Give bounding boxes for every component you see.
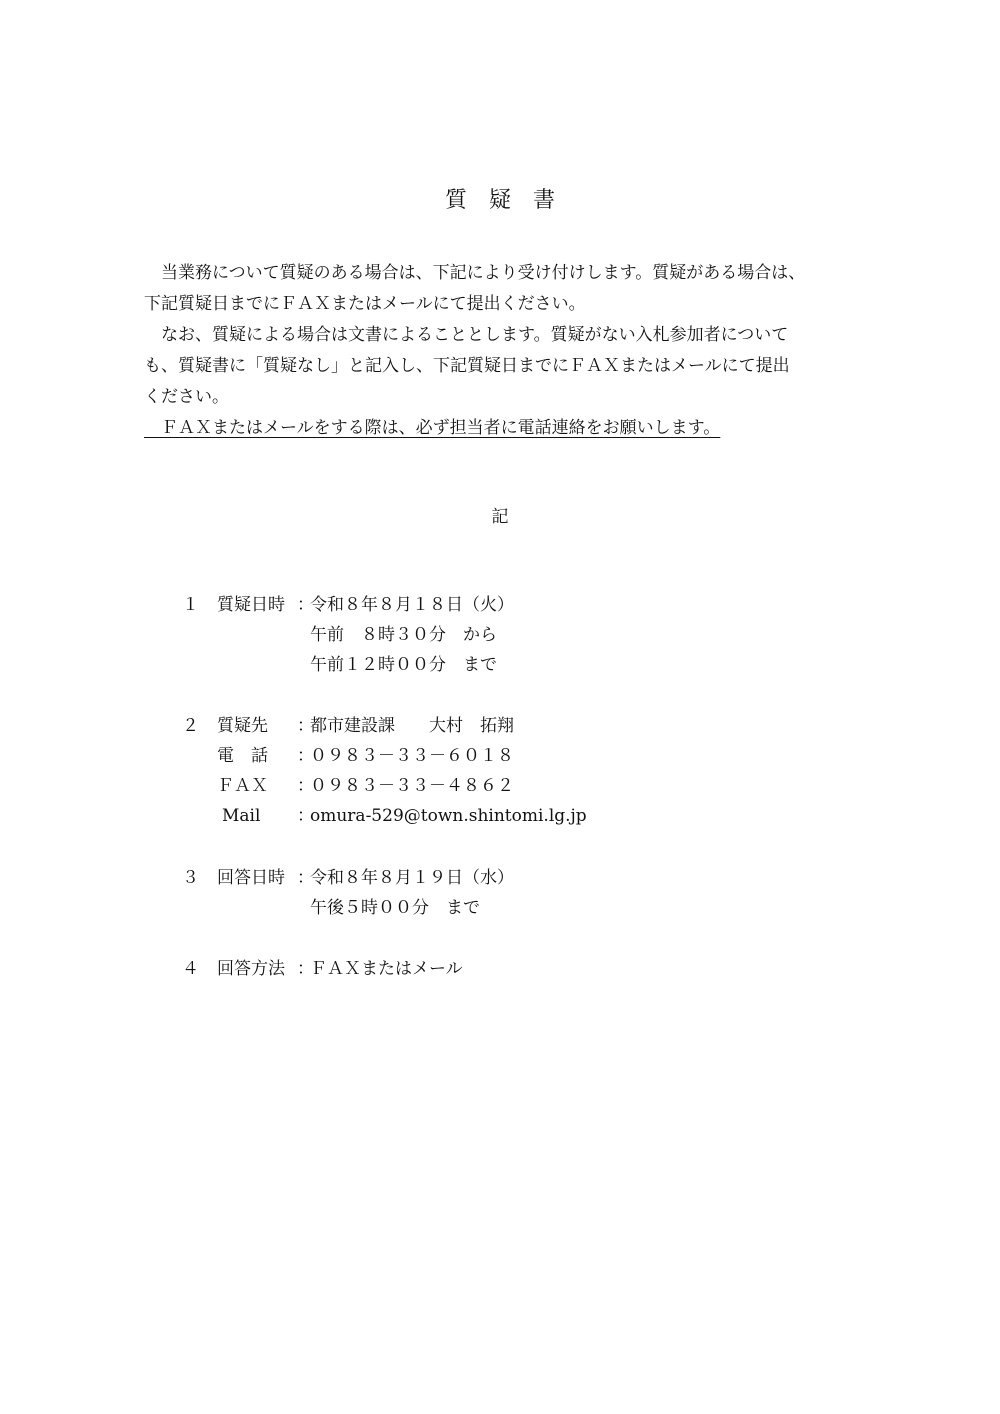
item-number: ４ <box>182 959 199 979</box>
item-colon: ： <box>297 746 314 766</box>
item-number: ２ <box>182 716 199 736</box>
document-title: 質 疑 書 <box>444 188 555 213</box>
item-number: ３ <box>182 868 199 888</box>
item-value: 都市建設課 大村 拓翔 <box>310 716 514 736</box>
item-colon: ： <box>297 716 314 736</box>
item-colon: ： <box>297 776 314 796</box>
intro-line: も、質疑書に「質疑なし」と記入し、下記質疑日までにＦＡＸまたはメールにて提出 <box>144 356 790 376</box>
item-subvalue: 午前 ８時３０分 から <box>310 625 497 645</box>
intro-paragraph <box>144 258 874 444</box>
item-number: １ <box>182 595 199 615</box>
underlined-text: ＦＡＸまたはメールをする際は、必ず担当者に電話連絡をお願いします。 <box>144 418 721 438</box>
item-colon: ： <box>297 959 314 979</box>
item-subvalue: 午後５時００分 まで <box>310 898 480 918</box>
item-label: 回答方法 <box>217 959 285 979</box>
mail-value: omura-529@town.shintomi.lg.jp <box>310 806 587 826</box>
item-label: 質疑日時 <box>217 595 285 615</box>
item-value: 令和８年８月１８日（火） <box>310 595 514 615</box>
item-value: 令和８年８月１９日（水） <box>310 868 514 888</box>
item-colon: ： <box>297 806 314 826</box>
tel-label: 電 話 <box>217 746 268 766</box>
item-label: 質疑先 <box>217 716 268 736</box>
intro-underlined-note <box>144 413 874 444</box>
intro-line: ください。 <box>144 387 229 407</box>
fax-label: ＦＡＸ <box>217 776 268 796</box>
tel-value: ０９８３－３３－６０１８ <box>310 746 514 766</box>
intro-line: 当業務について質疑のある場合は、下記により受け付けします。質疑がある場合は、 <box>144 263 806 283</box>
item-colon: ： <box>297 595 314 615</box>
intro-line: 下記質疑日までにＦＡＸまたはメールにて提出ください。 <box>144 294 586 314</box>
intro-line: なお、質疑による場合は文書によることとします。質疑がない入札参加者について <box>144 325 789 345</box>
item-value: ＦＡＸまたはメール <box>310 959 463 979</box>
item-colon: ： <box>297 868 314 888</box>
ki-heading: 記 <box>491 507 509 527</box>
fax-value: ０９８３－３３－４８６２ <box>310 776 514 796</box>
item-label: 回答日時 <box>217 868 285 888</box>
item-subvalue: 午前１２時００分 まで <box>310 655 497 675</box>
mail-label: Mail <box>222 806 261 826</box>
